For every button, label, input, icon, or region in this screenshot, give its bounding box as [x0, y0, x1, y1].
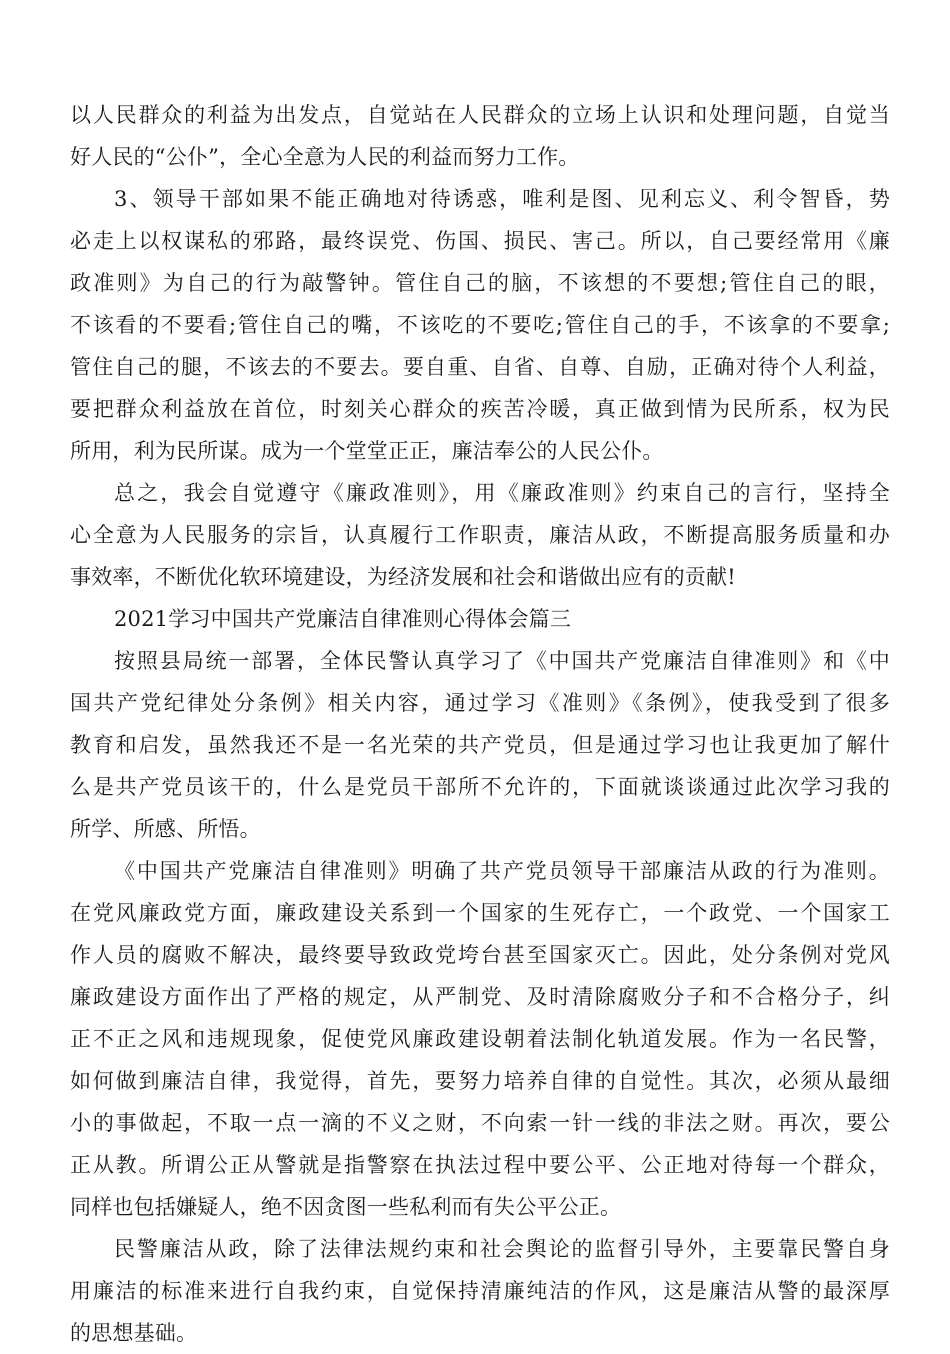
text-line: 好人民的“公仆”，全心全意为人民的利益而努力工作。: [70, 145, 580, 169]
text-line: 如何做到廉洁自律，我觉得，首先，要努力培养自律的自觉性。其次，必须从最细: [70, 1069, 890, 1093]
text-line: 按照县局统一部署，全体民警认真学习了《中国共产党廉洁自律准则》和《中: [114, 649, 890, 673]
document-body: [70, 94, 890, 1354]
text-line: 总之，我会自觉遵守《廉政准则》，用《廉政准则》约束自己的言行，坚持全: [114, 481, 890, 505]
text-line: 3、领导干部如果不能正确地对待诱惑，唯利是图、见利忘义、利令智昏，势: [114, 187, 890, 211]
text-line: 用廉洁的标准来进行自我约束，自觉保持清廉纯洁的作风，这是廉洁从警的最深厚: [70, 1279, 890, 1303]
text-line: 不该看的不要看;管住自己的嘴，不该吃的不要吃;管住自己的手，不该拿的不要拿;: [70, 313, 890, 337]
text-line: 小的事做起，不取一点一滴的不义之财，不向索一针一线的非法之财。再次，要公: [70, 1111, 890, 1135]
text-line: 政准则》为自己的行为敲警钟。管住自己的脑，不该想的不要想;管住自己的眼，: [70, 271, 890, 295]
text-line: 正不正之风和违规现象，促使党风廉政建设朝着法制化轨道发展。作为一名民警，: [70, 1027, 890, 1051]
text-line: 的思想基础。: [70, 1321, 198, 1345]
section-heading: 2021学习中国共产党廉洁自律准则心得体会篇三: [114, 607, 572, 631]
text-line: 心全意为人民服务的宗旨，认真履行工作职责，廉洁从政，不断提高服务质量和办: [70, 523, 890, 547]
text-line: 廉政建设方面作出了严格的规定，从严制党、及时清除腐败分子和不合格分子，纠: [70, 985, 890, 1009]
text-line: 正从教。所谓公正从警就是指警察在执法过程中要公平、公正地对待每一个群众，: [70, 1153, 890, 1177]
text-line: 作人员的腐败不解决，最终要导致政党垮台甚至国家灭亡。因此，处分条例对党风: [70, 943, 890, 967]
text-line: 事效率，不断优化软环境建设，为经济发展和社会和谐做出应有的贡献!: [70, 565, 736, 589]
text-line: 以人民群众的利益为出发点，自觉站在人民群众的立场上认识和处理问题，自觉当: [70, 103, 890, 127]
text-line: 民警廉洁从政，除了法律法规约束和社会舆论的监督引导外，主要靠民警自身: [114, 1237, 890, 1261]
text-line: 《中国共产党廉洁自律准则》明确了共产党员领导干部廉洁从政的行为准则。: [114, 859, 890, 883]
text-line: 国共产党纪律处分条例》相关内容，通过学习《准则》《条例》，使我受到了很多: [70, 691, 890, 715]
text-line: 管住自己的腿，不该去的不要去。要自重、自省、自尊、自励，正确对待个人利益，: [70, 355, 890, 379]
text-line: 在党风廉政党方面，廉政建设关系到一个国家的生死存亡，一个政党、一个国家工: [70, 901, 890, 925]
text-line: 么是共产党员该干的，什么是党员干部所不允许的，下面就谈谈通过此次学习我的: [70, 775, 890, 799]
text-line: 教育和启发，虽然我还不是一名光荣的共产党员，但是通过学习也让我更加了解什: [70, 733, 890, 757]
text-line: 同样也包括嫌疑人，绝不因贪图一些私利而有失公平公正。: [70, 1195, 622, 1219]
text-line: 要把群众利益放在首位，时刻关心群众的疾苦冷暖，真正做到情为民所系，权为民: [70, 397, 890, 421]
text-line: 所用，利为民所谋。成为一个堂堂正正，廉洁奉公的人民公仆。: [70, 439, 664, 463]
text-line: 必走上以权谋私的邪路，最终误党、伤国、损民、害己。所以，自己要经常用《廉: [70, 229, 890, 253]
text-line: 所学、所感、所悟。: [70, 817, 261, 841]
